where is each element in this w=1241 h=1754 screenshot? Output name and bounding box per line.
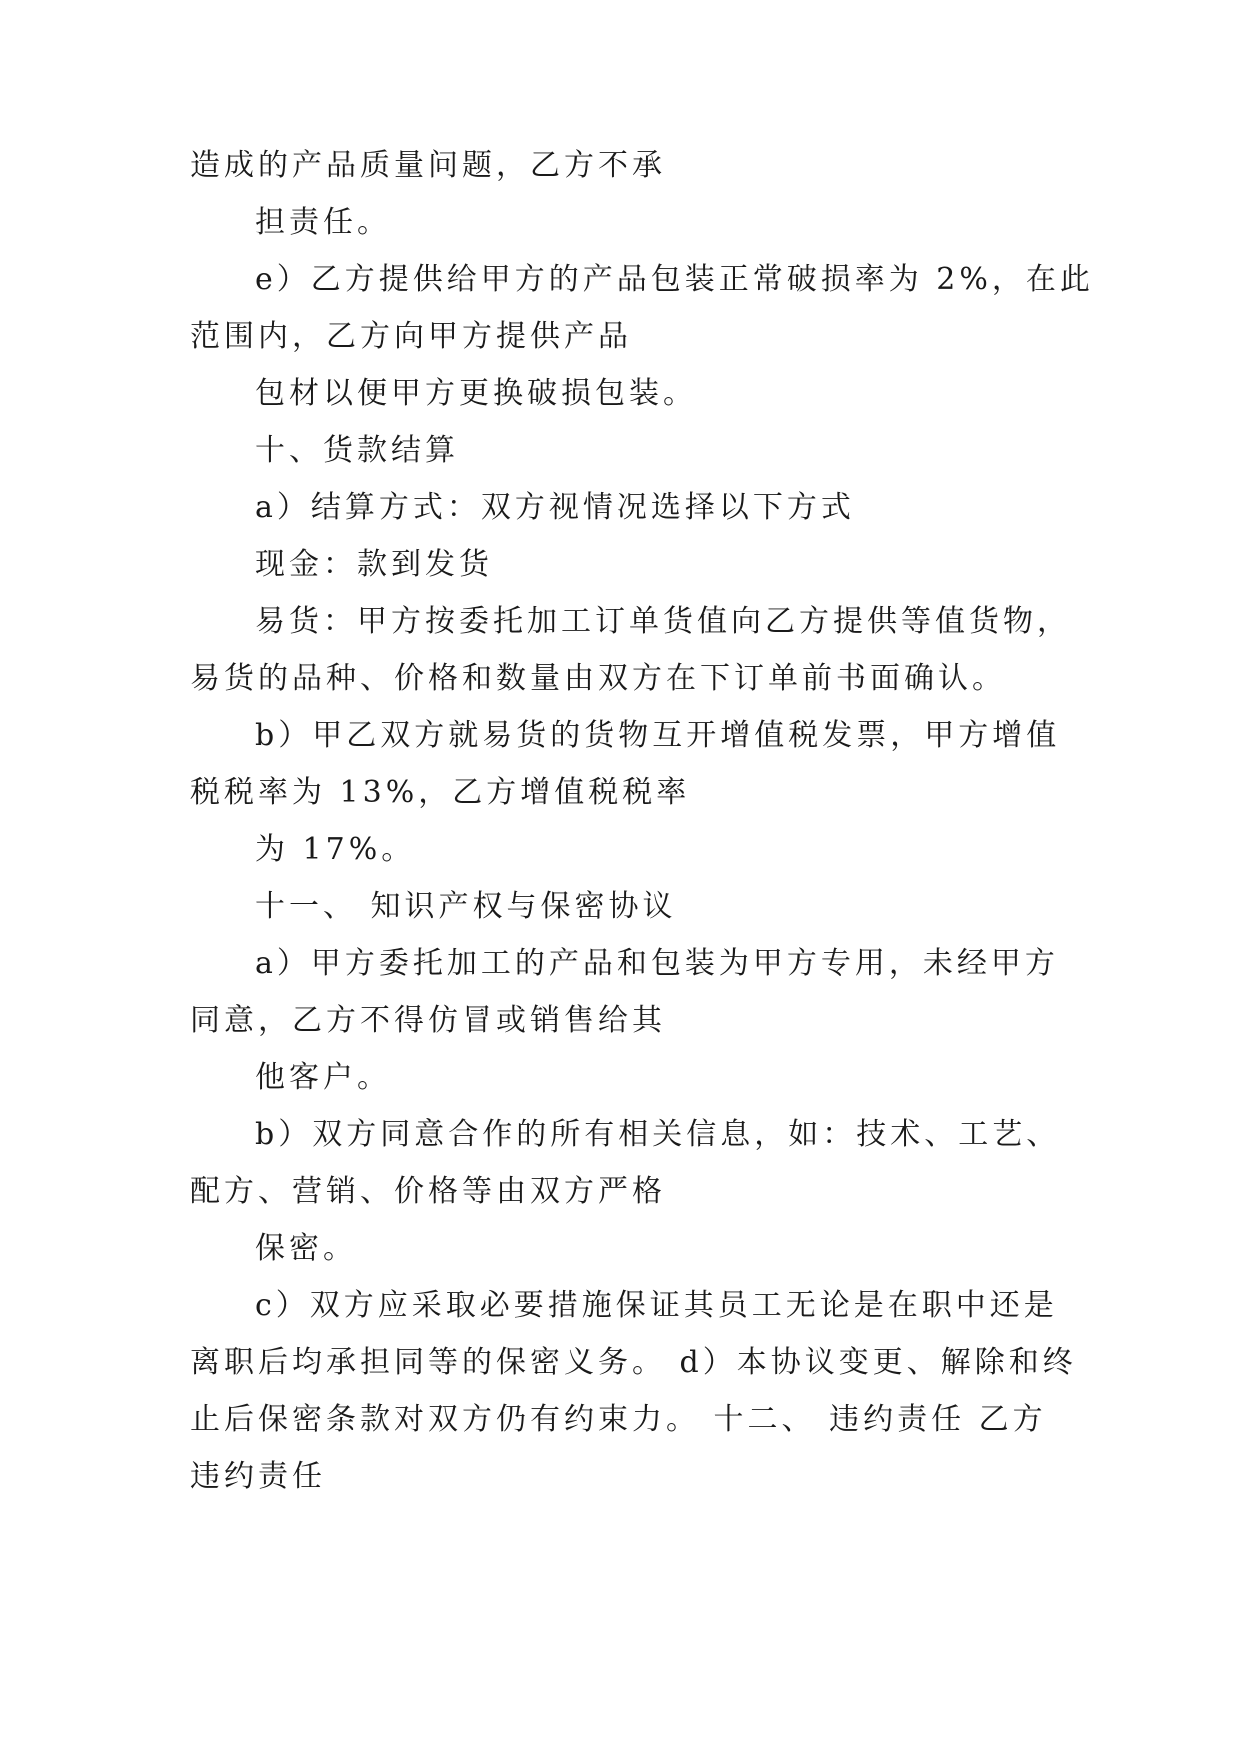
- text-line: 同意，乙方不得仿冒或销售给其: [190, 1003, 666, 1038]
- section-heading: 十、货款结算: [255, 433, 459, 468]
- text-line: 止后保密条款对双方仍有约束力。 十二、 违约责任 乙方: [190, 1402, 1047, 1437]
- text-line: c）双方应采取必要措施保证其员工无论是在职中还是: [255, 1288, 1058, 1323]
- text-line: b）双方同意合作的所有相关信息，如：技术、工艺、: [255, 1117, 1061, 1152]
- section-heading: 十一、 知识产权与保密协议: [255, 889, 677, 924]
- text-line: 担责任。: [255, 205, 391, 240]
- text-line: 易货：甲方按委托加工订单货值向乙方提供等值货物，: [255, 604, 1071, 639]
- text-line: 配方、营销、价格等由双方严格: [190, 1174, 666, 1209]
- text-line: e）乙方提供给甲方的产品包装正常破损率为 2%，在此: [255, 262, 1094, 297]
- text-line: 离职后均承担同等的保密义务。 d）本协议变更、解除和终: [190, 1345, 1077, 1380]
- text-line: 他客户。: [255, 1060, 391, 1095]
- text-line: 包材以便甲方更换破损包装。: [255, 376, 697, 411]
- text-line: 易货的品种、价格和数量由双方在下订单前书面确认。: [190, 661, 1006, 696]
- text-line: 为 17%。: [255, 832, 416, 867]
- text-line: 范围内，乙方向甲方提供产品: [190, 319, 632, 354]
- text-line: b）甲乙双方就易货的货物互开增值税发票，甲方增值: [255, 718, 1061, 753]
- text-line: a）结算方式：双方视情况选择以下方式: [255, 490, 855, 525]
- text-line: 违约责任: [190, 1459, 326, 1494]
- text-line: 造成的产品质量问题，乙方不承: [190, 148, 666, 183]
- text-line: 现金：款到发货: [255, 547, 493, 582]
- text-line: 保密。: [255, 1231, 357, 1266]
- text-line: 税税率为 13%，乙方增值税税率: [190, 775, 691, 810]
- text-line: a）甲方委托加工的产品和包装为甲方专用，未经甲方: [255, 946, 1059, 981]
